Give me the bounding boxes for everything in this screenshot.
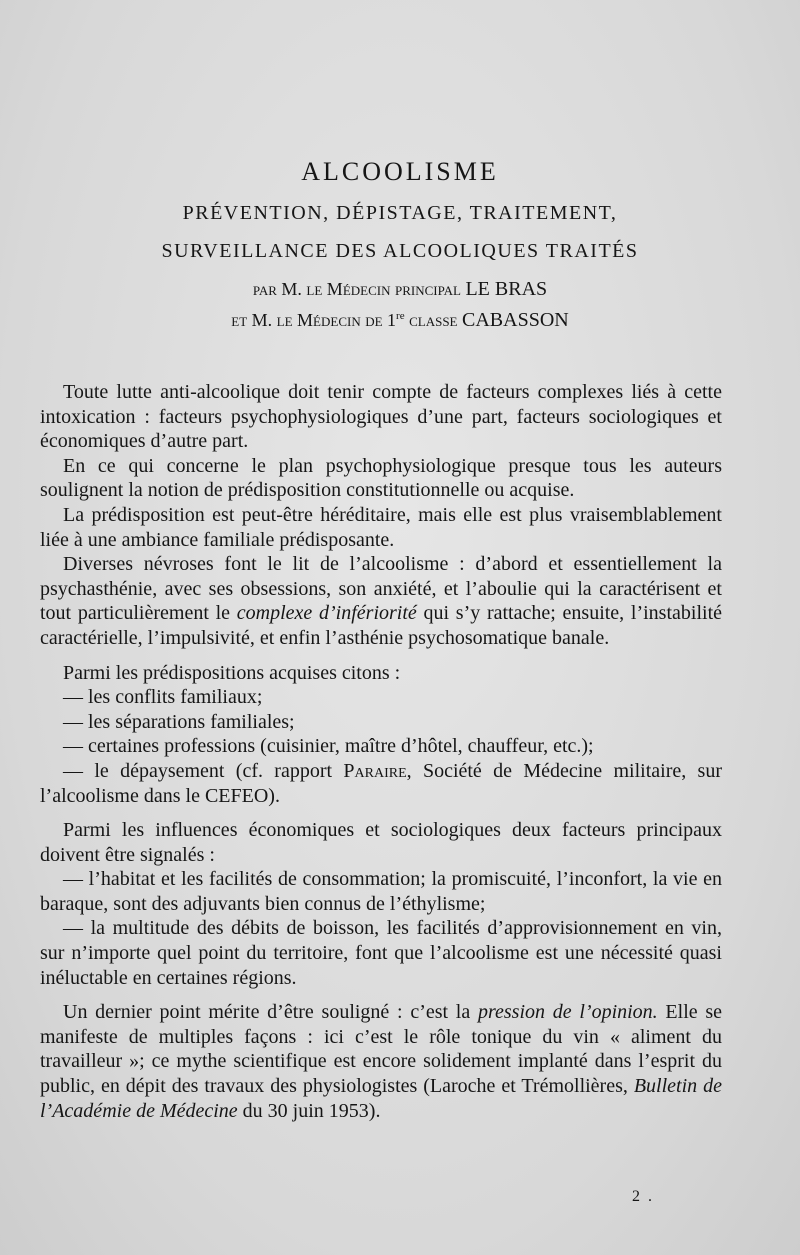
list-item: — certaines professions (cuisinier, maître d’hôtel, chauffeur, etc.); [63, 735, 594, 758]
author2-ordinal: re [396, 310, 405, 322]
list-item [40, 759, 722, 808]
author-line1 [0, 278, 800, 301]
paragraph-7-emphasis-1: pression de l’opinion. [477, 1001, 658, 1024]
author2-name: CABASSON [462, 309, 569, 331]
article-title: ALCOOLISME [301, 157, 499, 186]
author1-title: par M. le Médecin principal [252, 279, 461, 299]
paragraph-4-text-a: Diverses névroses font le lit de l’alcoolisme : d’abord et essentiellement la psychasthénie, avec ses obsessions, son anxiété, et l’aboulie qui la caractérisent et tout particulièrement le [40, 553, 722, 625]
list-item: — les séparations familiales; [63, 710, 295, 733]
cited-author: Paraire [343, 759, 407, 782]
list-item-4-text-a: — le dépaysement (cf. rapport [63, 759, 333, 782]
paragraph-2: En ce qui concerne le plan psychophysiologique presque tous les auteurs soulignent la notion de prédisposition constitutionnelle ou acquise. [40, 454, 722, 502]
paragraph-5: Parmi les prédispositions acquises citons : [63, 661, 401, 684]
paragraph-7-text-c: du 30 juin 1953). [242, 1099, 381, 1122]
list-item-4-text-b: , Société de Médecine militaire, sur l’alcoolisme dans le CEFEO). [40, 759, 722, 807]
paragraph-7 [40, 1000, 722, 1123]
article-body [40, 380, 722, 1123]
paragraph-4 [40, 552, 722, 650]
author2-title: et M. le Médecin de 1 [231, 310, 397, 330]
paragraph-4-emphasis: complexe d’infériorité [236, 602, 417, 625]
author2-class: classe [409, 310, 458, 330]
page-number: 2 . [632, 1188, 654, 1205]
article-subtitle-line1: PRÉVENTION, DÉPISTAGE, TRAITEMENT, [182, 202, 618, 224]
paragraph-3: La prédisposition est peut-être héréditaire, mais elle est plus vraisemblablement liée à une ambiance familiale prédisposante. [40, 503, 722, 551]
paragraph-7-text-a: Un dernier point mérite d’être souligné : c’est la [63, 1001, 471, 1024]
list-item: — la multitude des débits de boisson, les facilités d’approvisionnement en vin, sur n’importe quel point du territoire, font que l’alcoolisme est une nécessité quasi inéluctable en certaines régions. [40, 917, 722, 989]
paragraph-1: Toute lutte anti-alcoolique doit tenir compte de facteurs complexes liés à cette intoxication : facteurs psychophysiologiques d’une part, facteurs sociologiques et économiques d’autre part. [40, 381, 722, 453]
author-line2 [0, 309, 800, 332]
paragraph-7-text-b: Elle se manifeste de multiples façons : ici c’est le rôle tonique du vin « aliment du travailleur »; ce mythe scientifique est encore solidement implanté dans l’esprit du public, en dépit des travaux des physiologistes (Laroche et Trémollières, [40, 1001, 723, 1098]
article-subtitle-line2: SURVEILLANCE DES ALCOOLIQUES TRAITÉS [161, 240, 639, 262]
paragraph-6: Parmi les influences économiques et sociologiques deux facteurs principaux doivent être signalés : [40, 819, 722, 866]
paragraph-4-text-b: qui s’y rattache; ensuite, l’instabilité caractérielle, l’impulsivité, et enfin l’asthénie psychosomatique banale. [40, 602, 723, 649]
paragraph-7-emphasis-2: Bulletin de l’Académie de Médecine [40, 1075, 722, 1122]
author1-name: LE BRAS [465, 278, 548, 300]
list-item: — les conflits familiaux; [63, 686, 263, 709]
list-item: — l’habitat et les facilités de consommation; la promiscuité, l’inconfort, la vie en baraque, sont des adjuvants bien connus de l’éthylisme; [40, 868, 722, 915]
